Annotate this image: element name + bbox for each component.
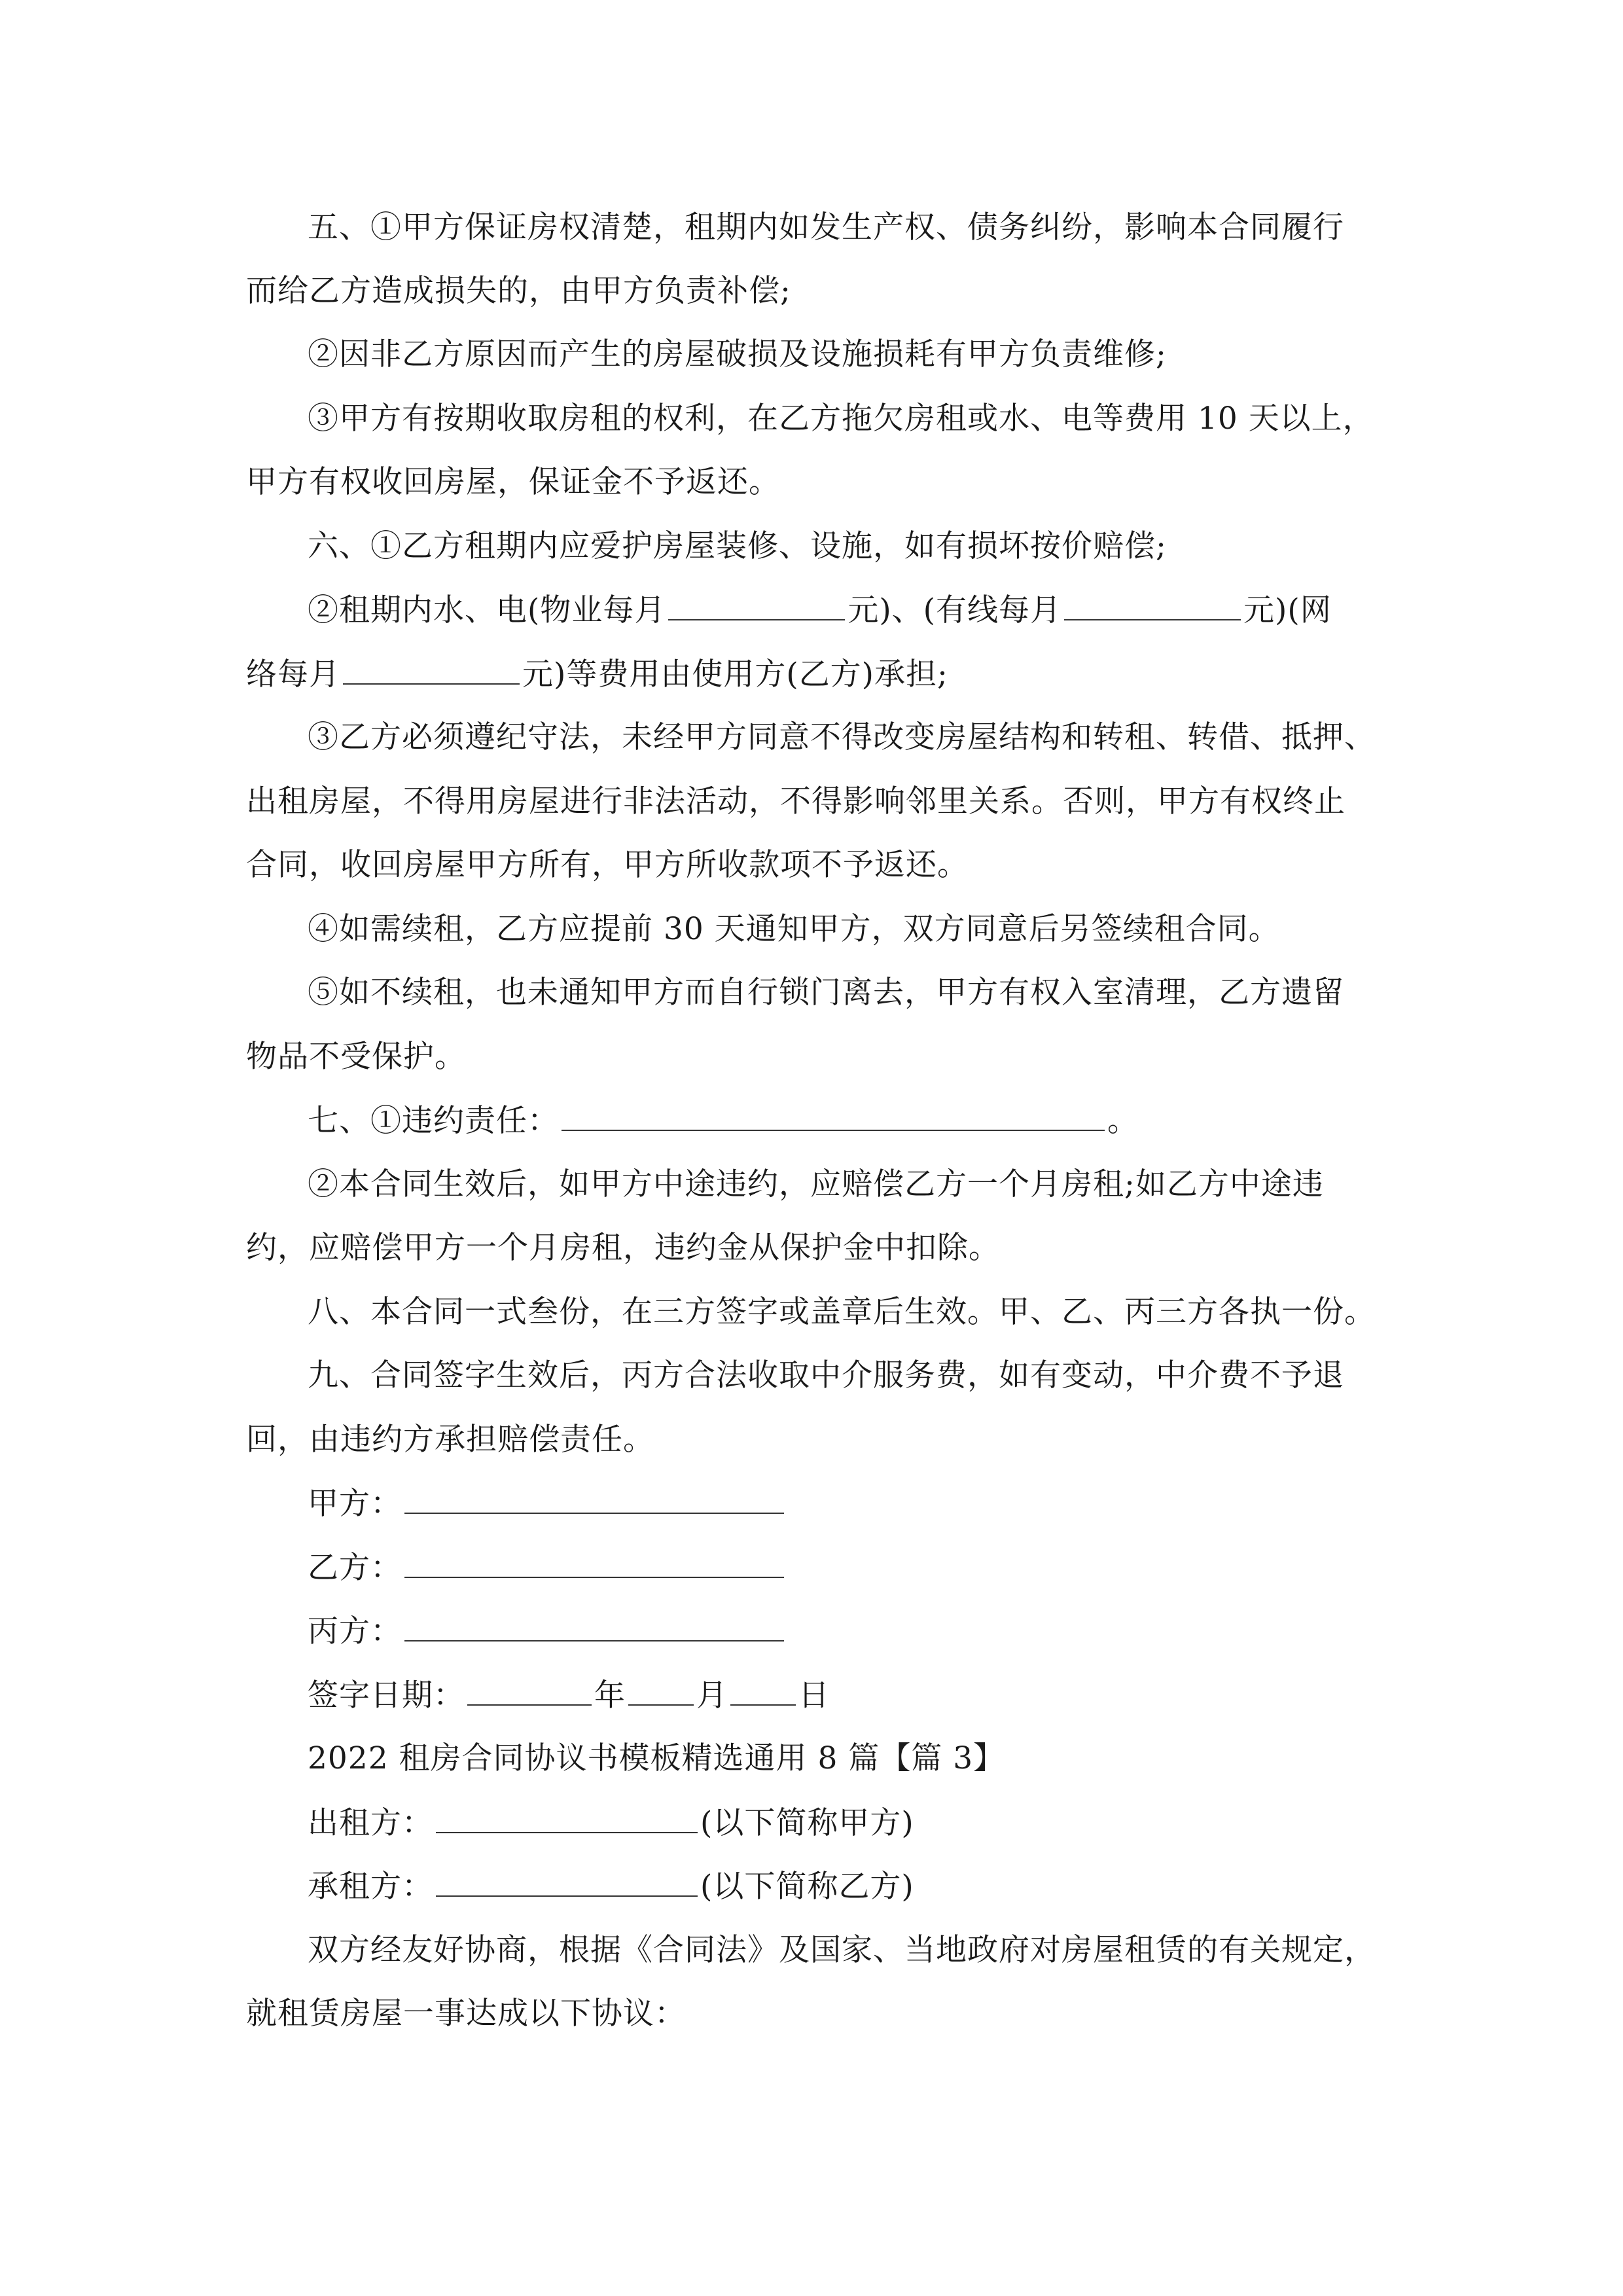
clause-6-3-line2: 出租房屋，不得用房屋进行非法活动，不得影响邻里关系。否则，甲方有权终止: [246, 783, 1346, 819]
clause-6-2-text-d: 络每月: [246, 656, 340, 692]
preamble-line1: 双方经友好协商，根据《合同法》及国家、当地政府对房屋租赁的有关规定，: [308, 1932, 1376, 1968]
clause-6-2-text-c: 元)(网: [1243, 592, 1332, 628]
lessor-label: 出租方：: [308, 1805, 433, 1841]
clause-8: 八、本合同一式叁份，在三方签字或盖章后生效。甲、乙、丙三方各执一份。: [308, 1294, 1376, 1330]
lessee-label: 承租方：: [308, 1869, 433, 1905]
lessee-line: [308, 1867, 914, 1907]
clause-7-1-end: 。: [1107, 1103, 1139, 1139]
clause-6-2-text-e: 元)等费用由使用方(乙方)承担;: [522, 656, 948, 692]
clause-7-2-line1: ②本合同生效后，如甲方中途违约，应赔偿乙方一个月房租;如乙方中途违: [308, 1166, 1324, 1202]
lessee-note: (以下简称乙方): [700, 1869, 914, 1905]
clause-6-2-text-b: 元)、(有线每月: [847, 592, 1062, 628]
sign-date: [308, 1676, 830, 1715]
month-blank: [628, 1676, 694, 1706]
party-a-label: 甲方：: [308, 1486, 402, 1522]
party-b-blank: [404, 1548, 784, 1578]
clause-6-2-line1: [308, 590, 1332, 630]
party-b-label: 乙方：: [308, 1550, 402, 1586]
party-c-signature: [308, 1611, 787, 1651]
cable-fee-blank: [1064, 590, 1241, 620]
year-blank: [467, 1676, 592, 1706]
party-b-signature: [308, 1548, 787, 1588]
clause-7-1-label: 七、①违约责任：: [308, 1103, 559, 1139]
clause-6-2-line2: [246, 655, 948, 694]
preamble-line2: 就租赁房屋一事达成以下协议：: [246, 1996, 686, 2032]
month-label: 月: [696, 1677, 728, 1713]
clause-6-5-line1: ⑤如不续租，也未通知甲方而自行锁门离去，甲方有权入室清理，乙方遗留: [308, 975, 1344, 1011]
year-label: 年: [594, 1677, 626, 1713]
clause-5-1-line2: 而给乙方造成损失的，由甲方负责补偿;: [246, 273, 791, 309]
clause-6-3-line3: 合同，收回房屋甲方所有，甲方所收款项不予返还。: [246, 847, 969, 883]
clause-5-3-line2: 甲方有权收回房屋，保证金不予返还。: [246, 464, 780, 500]
clause-6-3-line1: ③乙方必须遵纪守法，未经甲方同意不得改变房屋结构和转租、转借、抵押、: [308, 719, 1376, 755]
day-blank: [730, 1676, 796, 1706]
network-fee-blank: [343, 655, 520, 685]
clause-6-4: ④如需续租，乙方应提前 30 天通知甲方，双方同意后另签续租合同。: [308, 911, 1280, 947]
clause-6-5-line2: 物品不受保护。: [246, 1039, 466, 1075]
property-fee-blank: [668, 590, 845, 620]
lessor-note: (以下简称甲方): [700, 1805, 914, 1841]
clause-6-1: 六、①乙方租期内应爱护房屋装修、设施，如有损坏按价赔偿;: [308, 528, 1167, 564]
day-label: 日: [798, 1677, 830, 1713]
section-heading: 2022 租房合同协议书模板精选通用 8 篇【篇 3】: [308, 1740, 1005, 1776]
party-a-blank: [404, 1484, 784, 1514]
liability-blank: [562, 1101, 1105, 1131]
party-c-label: 丙方：: [308, 1613, 402, 1649]
clause-9-line2: 回，由违约方承担赔偿责任。: [246, 1422, 654, 1458]
lessor-blank: [436, 1803, 698, 1833]
party-a-signature: [308, 1484, 787, 1524]
clause-5-1-line1: 五、①甲方保证房权清楚，租期内如发生产权、债务纠纷，影响本合同履行: [308, 209, 1344, 245]
clause-7-1: [308, 1101, 1139, 1141]
sign-date-label: 签字日期：: [308, 1677, 465, 1713]
party-c-blank: [404, 1611, 784, 1641]
lessor-line: [308, 1803, 914, 1843]
clause-7-2-line2: 约，应赔偿甲方一个月房租，违约金从保护金中扣除。: [246, 1230, 1000, 1266]
clause-5-2: ②因非乙方原因而产生的房屋破损及设施损耗有甲方负责维修;: [308, 336, 1167, 372]
clause-6-2-text-a: ②租期内水、电(物业每月: [308, 592, 666, 628]
clause-9-line1: 九、合同签字生效后，丙方合法收取中介服务费，如有变动，中介费不予退: [308, 1357, 1344, 1393]
lessee-blank: [436, 1867, 698, 1897]
clause-5-3-line1: ③甲方有按期收取房租的权利，在乙方拖欠房租或水、电等费用 10 天以上，: [308, 401, 1374, 437]
